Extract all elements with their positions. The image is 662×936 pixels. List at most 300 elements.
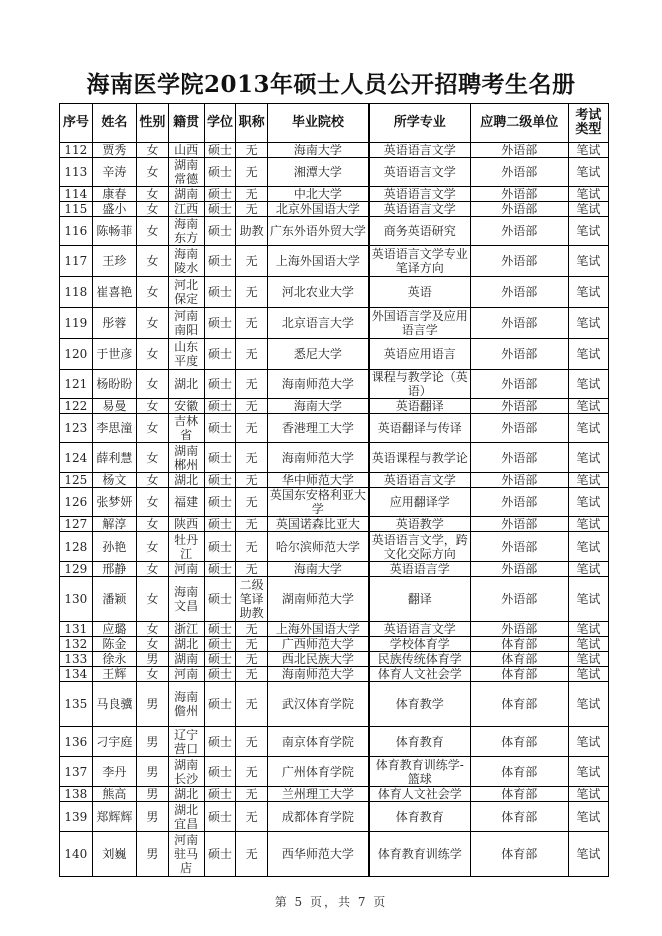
- cell-exam: 笔试: [568, 414, 608, 443]
- cell-origin: 河北保定: [168, 277, 204, 308]
- cell-name: 刘巍: [92, 832, 136, 877]
- cell-title: 二级笔译助教: [236, 577, 268, 622]
- cell-degree: 硕士: [204, 308, 236, 339]
- cell-title: 无: [236, 667, 268, 682]
- cell-unit: 体育部: [470, 637, 568, 652]
- cell-unit: 外语部: [470, 246, 568, 277]
- cell-no: 131: [60, 622, 93, 637]
- cell-name: 薛利慧: [92, 443, 136, 473]
- cell-unit: 外语部: [470, 187, 568, 202]
- cell-exam: 笔试: [568, 143, 608, 158]
- cell-gender: 男: [137, 757, 169, 787]
- cell-name: 陈金: [92, 637, 136, 652]
- cell-exam: 笔试: [568, 277, 608, 308]
- cell-degree: 硕士: [204, 682, 236, 727]
- cell-major: 体育教学: [369, 682, 470, 727]
- cell-unit: 外语部: [470, 217, 568, 246]
- table-row: [60, 414, 609, 443]
- cell-unit: 体育部: [470, 757, 568, 787]
- cell-no: 121: [60, 370, 93, 399]
- cell-name: 王辉: [92, 667, 136, 682]
- cell-degree: 硕士: [204, 187, 236, 202]
- cell-degree: 硕士: [204, 727, 236, 757]
- cell-origin: 福建: [168, 488, 204, 517]
- cell-title: 无: [236, 637, 268, 652]
- cell-no: 123: [60, 414, 93, 443]
- header-name: 姓名: [92, 104, 136, 143]
- cell-name: 于世彦: [92, 339, 136, 370]
- cell-degree: 硕士: [204, 622, 236, 637]
- table-row: [60, 652, 609, 667]
- cell-school: 华中师范大学: [267, 473, 368, 488]
- table-row: [60, 488, 609, 517]
- cell-major: 英语语言文学，跨文化交际方向: [369, 532, 470, 562]
- cell-gender: 男: [137, 727, 169, 757]
- cell-gender: 女: [137, 277, 169, 308]
- cell-major: 翻译: [369, 577, 470, 622]
- cell-no: 125: [60, 473, 93, 488]
- cell-gender: 女: [137, 443, 169, 473]
- cell-gender: 女: [137, 473, 169, 488]
- cell-gender: 女: [137, 339, 169, 370]
- cell-title: 无: [236, 414, 268, 443]
- cell-unit: 体育部: [470, 832, 568, 877]
- cell-major: 英语语言文学专业笔译方向: [369, 246, 470, 277]
- cell-exam: 笔试: [568, 682, 608, 727]
- cell-school: 湖南师范大学: [267, 577, 368, 622]
- cell-major: 英语语言文学: [369, 473, 470, 488]
- cell-exam: 笔试: [568, 802, 608, 832]
- cell-origin: 江西: [168, 202, 204, 217]
- cell-no: 124: [60, 443, 93, 473]
- cell-title: 无: [236, 532, 268, 562]
- page-footer: 第 5 页，共 7 页: [274, 895, 388, 909]
- cell-name: 盛小: [92, 202, 136, 217]
- cell-no: 136: [60, 727, 93, 757]
- cell-no: 134: [60, 667, 93, 682]
- cell-origin: 海南东方: [168, 217, 204, 246]
- cell-exam: 笔试: [568, 399, 608, 414]
- table-row: [60, 802, 609, 832]
- table-row: [60, 532, 609, 562]
- cell-school: 北京语言大学: [267, 308, 368, 339]
- cell-gender: 女: [137, 370, 169, 399]
- cell-major: 英语语言文学: [369, 622, 470, 637]
- table-row: [60, 682, 609, 727]
- cell-degree: 硕士: [204, 802, 236, 832]
- cell-name: 王珍: [92, 246, 136, 277]
- cell-major: 体育教育训练学: [369, 832, 470, 877]
- cell-exam: 笔试: [568, 202, 608, 217]
- cell-school: 海南大学: [267, 562, 368, 577]
- table-row: [60, 473, 609, 488]
- table-row: [60, 562, 609, 577]
- cell-unit: 外语部: [470, 414, 568, 443]
- cell-unit: 外语部: [470, 308, 568, 339]
- cell-title: 助教: [236, 217, 268, 246]
- cell-no: 130: [60, 577, 93, 622]
- cell-unit: 外语部: [470, 532, 568, 562]
- cell-no: 122: [60, 399, 93, 414]
- cell-name: 贾秀: [92, 143, 136, 158]
- cell-exam: 笔试: [568, 187, 608, 202]
- cell-school: 英国诺森比亚大: [267, 517, 368, 532]
- cell-major: 英语翻译: [369, 399, 470, 414]
- cell-name: 应璐: [92, 622, 136, 637]
- cell-degree: 硕士: [204, 787, 236, 802]
- cell-no: 140: [60, 832, 93, 877]
- cell-name: 杨盼盼: [92, 370, 136, 399]
- cell-origin: 海南儋州: [168, 682, 204, 727]
- cell-degree: 硕士: [204, 217, 236, 246]
- cell-title: 无: [236, 339, 268, 370]
- table-body: [60, 143, 609, 877]
- cell-unit: 外语部: [470, 443, 568, 473]
- cell-major: 商务英语研究: [369, 217, 470, 246]
- cell-school: 西华师范大学: [267, 832, 368, 877]
- cell-school: 香港理工大学: [267, 414, 368, 443]
- cell-no: 133: [60, 652, 93, 667]
- header-school: 毕业院校: [267, 104, 368, 143]
- cell-no: 116: [60, 217, 93, 246]
- cell-unit: 外语部: [470, 399, 568, 414]
- cell-origin: 湖北: [168, 370, 204, 399]
- table-row: [60, 339, 609, 370]
- cell-unit: 外语部: [470, 158, 568, 187]
- cell-name: 徐永: [92, 652, 136, 667]
- table-row: [60, 187, 609, 202]
- cell-title: 无: [236, 399, 268, 414]
- cell-degree: 硕士: [204, 517, 236, 532]
- table-row: [60, 370, 609, 399]
- cell-major: 英语教学: [369, 517, 470, 532]
- cell-origin: 吉林省: [168, 414, 204, 443]
- cell-school: 上海外国语大学: [267, 622, 368, 637]
- cell-exam: 笔试: [568, 370, 608, 399]
- cell-no: 118: [60, 277, 93, 308]
- cell-school: 海南大学: [267, 399, 368, 414]
- header-degree: 学位: [204, 104, 236, 143]
- cell-unit: 外语部: [470, 562, 568, 577]
- table-row: [60, 443, 609, 473]
- cell-degree: 硕士: [204, 488, 236, 517]
- document-title: 海南医学院2013年硕士人员公开招聘考生名册: [86, 71, 576, 98]
- cell-exam: 笔试: [568, 652, 608, 667]
- cell-unit: 体育部: [470, 802, 568, 832]
- cell-school: 南京体育学院: [267, 727, 368, 757]
- cell-no: 139: [60, 802, 93, 832]
- cell-gender: 女: [137, 217, 169, 246]
- cell-origin: 河南南阳: [168, 308, 204, 339]
- candidate-roster-table: [59, 103, 609, 877]
- cell-major: 英语应用语言: [369, 339, 470, 370]
- cell-origin: 山东平度: [168, 339, 204, 370]
- cell-name: 李思潼: [92, 414, 136, 443]
- cell-major: 英语语言文学: [369, 143, 470, 158]
- cell-title: 无: [236, 787, 268, 802]
- cell-gender: 男: [137, 802, 169, 832]
- cell-unit: 体育部: [470, 727, 568, 757]
- cell-major: 体育教育: [369, 727, 470, 757]
- cell-exam: 笔试: [568, 637, 608, 652]
- cell-school: 悉尼大学: [267, 339, 368, 370]
- cell-no: 129: [60, 562, 93, 577]
- cell-no: 114: [60, 187, 93, 202]
- cell-name: 邢静: [92, 562, 136, 577]
- cell-name: 马良骥: [92, 682, 136, 727]
- cell-exam: 笔试: [568, 246, 608, 277]
- cell-exam: 笔试: [568, 158, 608, 187]
- cell-title: 无: [236, 308, 268, 339]
- table-row: [60, 637, 609, 652]
- cell-degree: 硕士: [204, 443, 236, 473]
- cell-title: 无: [236, 652, 268, 667]
- cell-name: 张梦妍: [92, 488, 136, 517]
- table-row: [60, 787, 609, 802]
- cell-exam: 笔试: [568, 622, 608, 637]
- table-row: [60, 399, 609, 414]
- cell-unit: 外语部: [470, 517, 568, 532]
- cell-school: 广州体育学院: [267, 757, 368, 787]
- cell-origin: 湖北: [168, 473, 204, 488]
- cell-exam: 笔试: [568, 308, 608, 339]
- header-no: 序号: [60, 104, 93, 143]
- cell-major: 体育人文社会学: [369, 667, 470, 682]
- cell-exam: 笔试: [568, 532, 608, 562]
- cell-school: 河北农业大学: [267, 277, 368, 308]
- cell-no: 112: [60, 143, 93, 158]
- cell-unit: 外语部: [470, 143, 568, 158]
- cell-exam: 笔试: [568, 217, 608, 246]
- cell-gender: 女: [137, 517, 169, 532]
- cell-name: 易曼: [92, 399, 136, 414]
- cell-origin: 河南: [168, 562, 204, 577]
- cell-degree: 硕士: [204, 143, 236, 158]
- cell-exam: 笔试: [568, 443, 608, 473]
- cell-no: 119: [60, 308, 93, 339]
- cell-degree: 硕士: [204, 158, 236, 187]
- table-header-row: [60, 104, 609, 143]
- cell-title: 无: [236, 757, 268, 787]
- cell-origin: 牡丹江: [168, 532, 204, 562]
- cell-gender: 男: [137, 787, 169, 802]
- cell-gender: 女: [137, 562, 169, 577]
- cell-gender: 男: [137, 682, 169, 727]
- cell-name: 崔喜艳: [92, 277, 136, 308]
- cell-gender: 女: [137, 143, 169, 158]
- cell-school: 英国东安格利亚大学: [267, 488, 368, 517]
- cell-title: 无: [236, 488, 268, 517]
- cell-origin: 河南驻马店: [168, 832, 204, 877]
- cell-gender: 女: [137, 246, 169, 277]
- cell-exam: 笔试: [568, 727, 608, 757]
- cell-gender: 女: [137, 414, 169, 443]
- cell-name: 刁宇庭: [92, 727, 136, 757]
- cell-origin: 湖南常德: [168, 158, 204, 187]
- cell-school: 北京外国语大学: [267, 202, 368, 217]
- cell-title: 无: [236, 187, 268, 202]
- cell-origin: 湖南长沙: [168, 757, 204, 787]
- cell-origin: 海南陵水: [168, 246, 204, 277]
- table-row: [60, 308, 609, 339]
- cell-title: 无: [236, 682, 268, 727]
- cell-no: 115: [60, 202, 93, 217]
- cell-no: 128: [60, 532, 93, 562]
- table-row: [60, 277, 609, 308]
- cell-name: 郑辉辉: [92, 802, 136, 832]
- table-row: [60, 832, 609, 877]
- cell-name: 辛涛: [92, 158, 136, 187]
- table-row: [60, 577, 609, 622]
- cell-unit: 外语部: [470, 488, 568, 517]
- cell-school: 海南师范大学: [267, 667, 368, 682]
- cell-school: 哈尔滨师范大学: [267, 532, 368, 562]
- cell-gender: 女: [137, 532, 169, 562]
- cell-name: 彤蓉: [92, 308, 136, 339]
- table-row: [60, 667, 609, 682]
- cell-school: 中北大学: [267, 187, 368, 202]
- cell-origin: 湖北: [168, 637, 204, 652]
- cell-origin: 湖南郴州: [168, 443, 204, 473]
- cell-gender: 男: [137, 652, 169, 667]
- cell-unit: 体育部: [470, 652, 568, 667]
- cell-degree: 硕士: [204, 339, 236, 370]
- cell-school: 海南师范大学: [267, 443, 368, 473]
- cell-name: 潘颖: [92, 577, 136, 622]
- cell-title: 无: [236, 202, 268, 217]
- cell-major: 体育教育: [369, 802, 470, 832]
- cell-exam: 笔试: [568, 562, 608, 577]
- cell-gender: 女: [137, 187, 169, 202]
- table-row: [60, 158, 609, 187]
- cell-name: 杨文: [92, 473, 136, 488]
- cell-no: 113: [60, 158, 93, 187]
- cell-degree: 硕士: [204, 399, 236, 414]
- cell-school: 海南大学: [267, 143, 368, 158]
- cell-degree: 硕士: [204, 652, 236, 667]
- cell-title: 无: [236, 443, 268, 473]
- cell-unit: 外语部: [470, 577, 568, 622]
- cell-unit: 外语部: [470, 370, 568, 399]
- cell-name: 李丹: [92, 757, 136, 787]
- header-unit: 应聘二级单位: [470, 104, 568, 143]
- cell-unit: 外语部: [470, 339, 568, 370]
- table-row: [60, 202, 609, 217]
- cell-title: 无: [236, 727, 268, 757]
- cell-degree: 硕士: [204, 577, 236, 622]
- cell-unit: 外语部: [470, 277, 568, 308]
- cell-no: 138: [60, 787, 93, 802]
- cell-major: 英语翻译与传译: [369, 414, 470, 443]
- cell-origin: 湖南: [168, 187, 204, 202]
- cell-name: 孙艳: [92, 532, 136, 562]
- cell-title: 无: [236, 143, 268, 158]
- cell-no: 117: [60, 246, 93, 277]
- header-gender: 性别: [137, 104, 169, 143]
- cell-school: 广东外语外贸大学: [267, 217, 368, 246]
- cell-no: 120: [60, 339, 93, 370]
- cell-gender: 女: [137, 399, 169, 414]
- cell-gender: 女: [137, 577, 169, 622]
- cell-degree: 硕士: [204, 277, 236, 308]
- cell-major: 英语语言文学: [369, 202, 470, 217]
- cell-gender: 女: [137, 308, 169, 339]
- cell-major: 英语课程与教学论: [369, 443, 470, 473]
- cell-no: 127: [60, 517, 93, 532]
- cell-no: 132: [60, 637, 93, 652]
- cell-degree: 硕士: [204, 202, 236, 217]
- cell-gender: 女: [137, 488, 169, 517]
- cell-unit: 外语部: [470, 202, 568, 217]
- cell-gender: 男: [137, 832, 169, 877]
- cell-origin: 陕西: [168, 517, 204, 532]
- cell-degree: 硕士: [204, 246, 236, 277]
- cell-no: 126: [60, 488, 93, 517]
- cell-school: 海南师范大学: [267, 370, 368, 399]
- cell-school: 西北民族大学: [267, 652, 368, 667]
- cell-no: 137: [60, 757, 93, 787]
- cell-title: 无: [236, 370, 268, 399]
- cell-exam: 笔试: [568, 339, 608, 370]
- table-row: [60, 517, 609, 532]
- cell-gender: 女: [137, 637, 169, 652]
- cell-degree: 硕士: [204, 667, 236, 682]
- cell-degree: 硕士: [204, 414, 236, 443]
- cell-title: 无: [236, 832, 268, 877]
- cell-school: 上海外国语大学: [267, 246, 368, 277]
- header-title: 职称: [236, 104, 268, 143]
- header-origin: 籍贯: [168, 104, 204, 143]
- cell-gender: 女: [137, 202, 169, 217]
- cell-gender: 女: [137, 158, 169, 187]
- cell-origin: 湖北宜昌: [168, 802, 204, 832]
- cell-name: 陈畅菲: [92, 217, 136, 246]
- cell-origin: 安徽: [168, 399, 204, 414]
- cell-degree: 硕士: [204, 562, 236, 577]
- cell-school: 湘潭大学: [267, 158, 368, 187]
- cell-major: 体育人文社会学: [369, 787, 470, 802]
- cell-origin: 海南文昌: [168, 577, 204, 622]
- cell-title: 无: [236, 473, 268, 488]
- cell-degree: 硕士: [204, 370, 236, 399]
- cell-school: 广西师范大学: [267, 637, 368, 652]
- header-exam: 考试类型: [568, 104, 608, 143]
- cell-unit: 外语部: [470, 473, 568, 488]
- cell-name: 康春: [92, 187, 136, 202]
- cell-exam: 笔试: [568, 757, 608, 787]
- cell-degree: 硕士: [204, 532, 236, 562]
- cell-gender: 女: [137, 667, 169, 682]
- cell-origin: 辽宁营口: [168, 727, 204, 757]
- cell-major: 英语语言学: [369, 562, 470, 577]
- cell-degree: 硕士: [204, 473, 236, 488]
- cell-title: 无: [236, 517, 268, 532]
- table-row: [60, 246, 609, 277]
- cell-major: 体育教育训练学-篮球: [369, 757, 470, 787]
- cell-major: 英语: [369, 277, 470, 308]
- cell-exam: 笔试: [568, 488, 608, 517]
- header-major: 所学专业: [369, 104, 470, 143]
- cell-exam: 笔试: [568, 832, 608, 877]
- cell-name: 解淳: [92, 517, 136, 532]
- table-row: [60, 622, 609, 637]
- cell-school: 成都体育学院: [267, 802, 368, 832]
- cell-title: 无: [236, 246, 268, 277]
- cell-degree: 硕士: [204, 757, 236, 787]
- cell-major: 课程与教学论（英语）: [369, 370, 470, 399]
- cell-origin: 湖南: [168, 652, 204, 667]
- table-row: [60, 217, 609, 246]
